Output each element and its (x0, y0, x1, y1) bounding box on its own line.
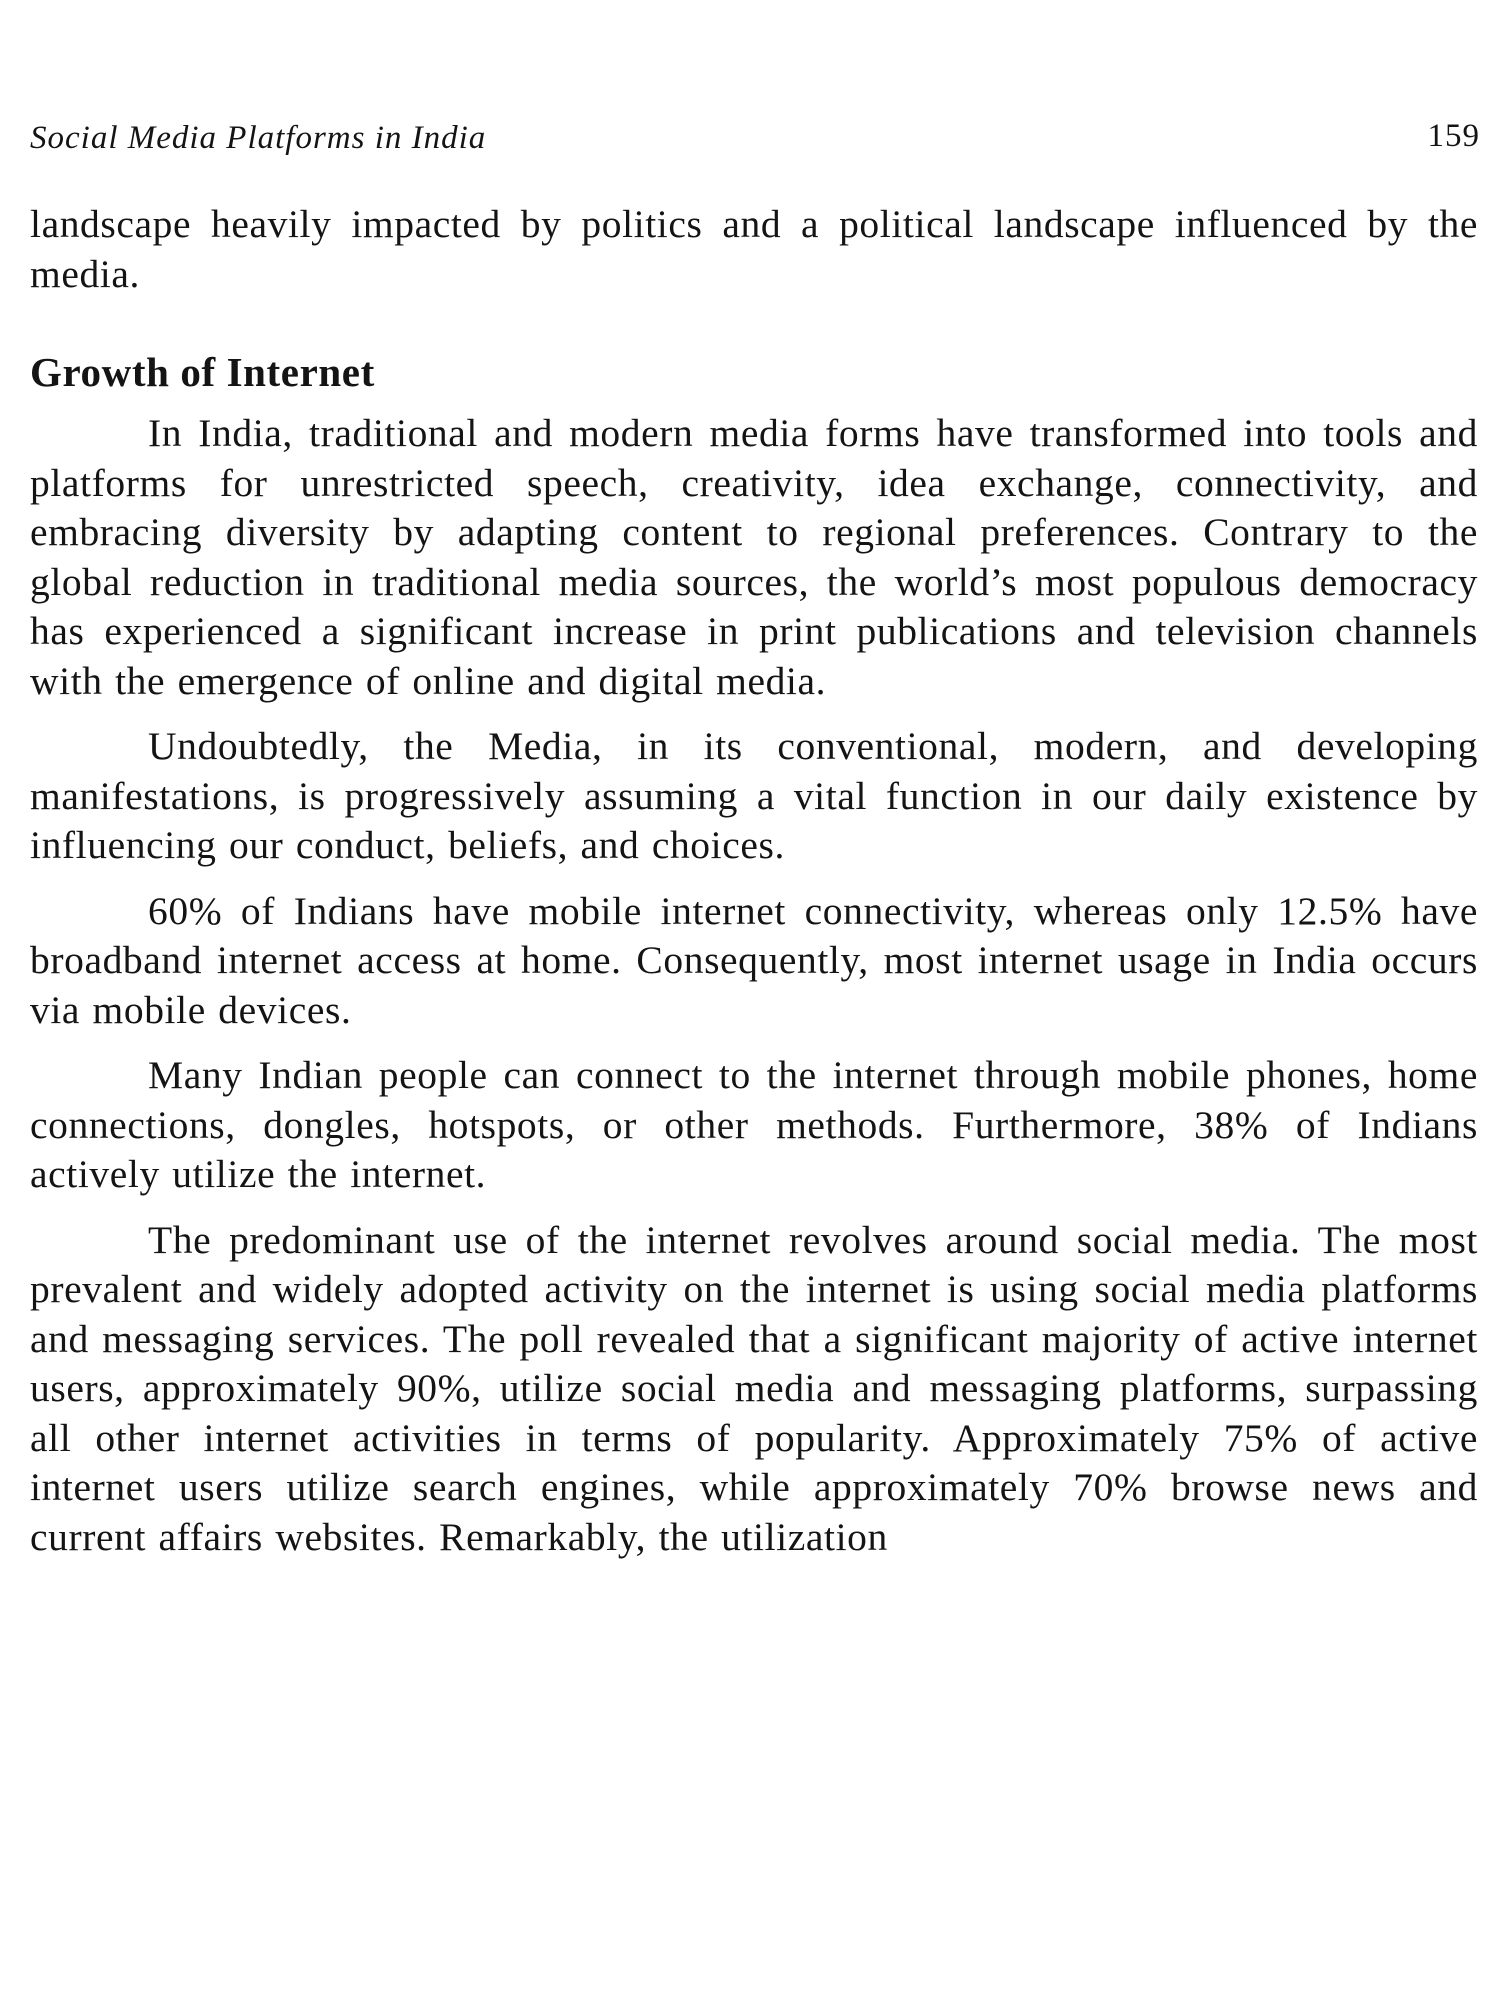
continued-paragraph: landscape heavily impacted by politics and a political landscape influenced by the media. (30, 202, 1478, 296)
section-heading: Growth of Internet (30, 349, 375, 395)
running-head (30, 108, 1478, 158)
paragraph-media-transformation: In India, traditional and modern media forms have transformed into tools and platforms for unrestricted speech, creativity, idea exchange, connectivity, and embracing diversity by adapting content to regional preferences. Contrary to the global reduction in traditional media sources, the world’s most populous democracy has experienced a significant increase in print publications and television channels with the emergence of online and digital media. (30, 411, 1478, 703)
running-title: Social Media Platforms in India (30, 120, 487, 156)
paragraph-social-media-usage: The predominant use of the internet revolves around social media. The most prevalent and widely adopted activity on the internet is using social media platforms and messaging services. The poll revealed that a significant majority of active internet users, approximately 90%, utilize social media and messaging platforms, surpassing all other internet activities in terms of popularity. Approximately 75% of active internet users utilize search engines, while approximately 70% browse news and current affairs websites. Remarkably, the utilization (30, 1217, 1478, 1559)
paragraph-mobile-connectivity: 60% of Indians have mobile internet connectivity, whereas only 12.5% have broadband internet access at home. Consequently, most internet usage in India occurs via mobile devices. (30, 888, 1478, 1032)
paragraph-connection-methods: Many Indian people can connect to the internet through mobile phones, home connections, dongles, hotspots, or other methods. Furthermore, 38% of Indians actively utilize the internet. (30, 1053, 1478, 1196)
book-page (30, 108, 1478, 1578)
page-number: 159 (1427, 118, 1480, 154)
paragraph-media-role: Undoubtedly, the Media, in its conventional, modern, and developing manifestations, is progressively assuming a vital function in our daily existence by influencing our conduct, beliefs, and choices. (30, 724, 1478, 867)
